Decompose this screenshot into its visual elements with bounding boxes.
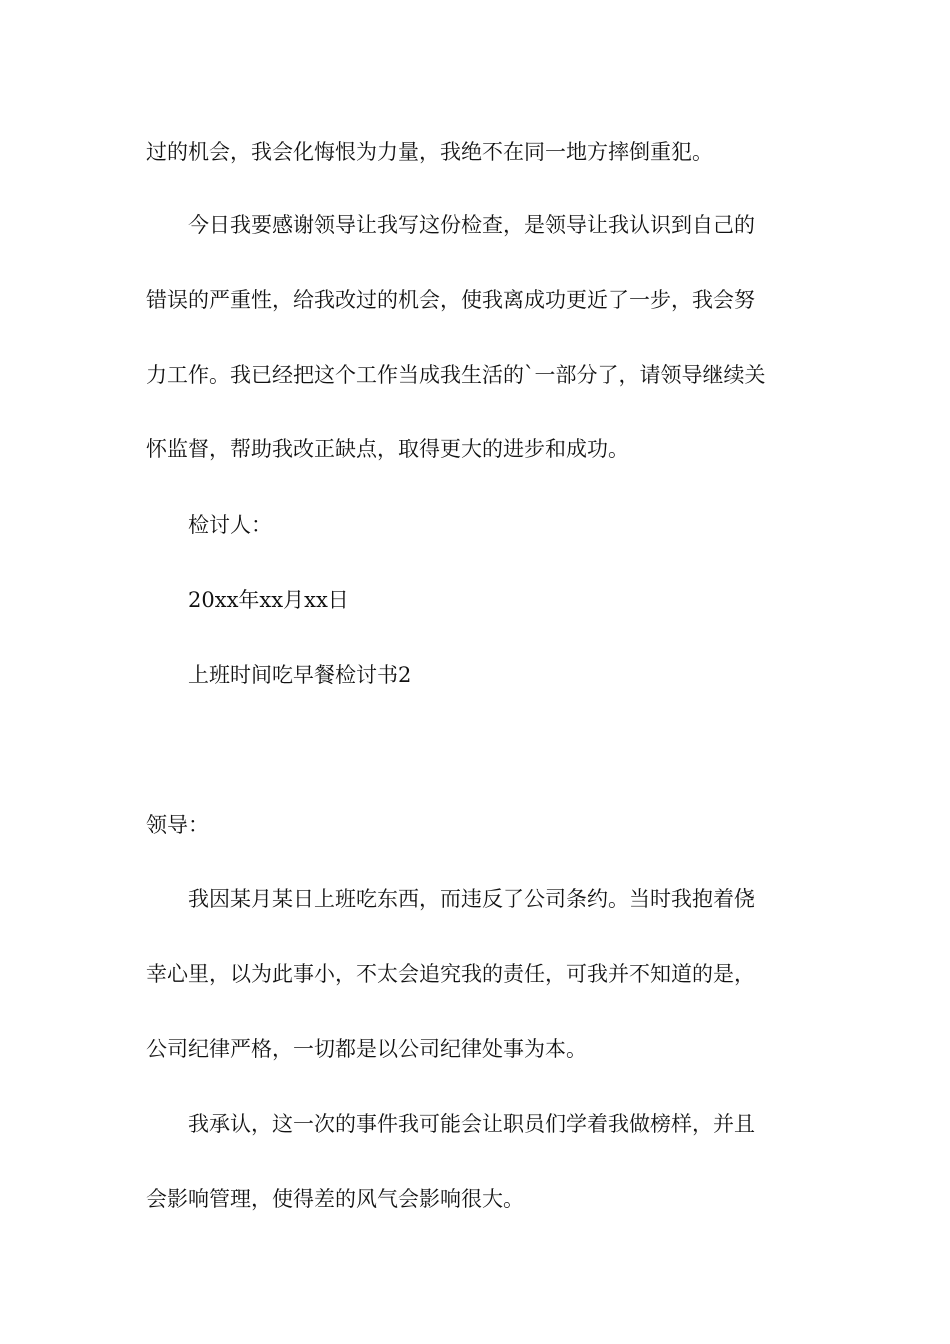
salutation: 领导： xyxy=(146,813,209,837)
paragraph-line-5: 怀监督，帮助我改正缺点，取得更大的进步和成功。 xyxy=(146,437,629,461)
signer-label: 检讨人： xyxy=(188,513,272,537)
paragraph-line-3: 错误的严重性，给我改过的机会，使我离成功更近了一步，我会努 xyxy=(146,288,755,312)
paragraph-line-6: 我因某月某日上班吃东西，而违反了公司条约。当时我抱着侥 xyxy=(188,887,755,911)
paragraph-line-8: 公司纪律严格，一切都是以公司纪律处事为本。 xyxy=(146,1037,587,1061)
paragraph-line-7: 幸心里，以为此事小，不太会追究我的责任，可我并不知道的是， xyxy=(146,962,755,986)
section-title: 上班时间吃早餐检讨书2 xyxy=(188,663,412,687)
date-line: 20xx年xx月xx日 xyxy=(188,588,349,612)
paragraph-line-4: 力工作。我已经把这个工作当成我生活的`一部分了，请领导继续关 xyxy=(146,363,766,387)
paragraph-line-10: 会影响管理，使得差的风气会影响很大。 xyxy=(146,1187,524,1211)
paragraph-line-2: 今日我要感谢领导让我写这份检查，是领导让我认识到自己的 xyxy=(188,213,755,237)
paragraph-line-9: 我承认，这一次的事件我可能会让职员们学着我做榜样，并且 xyxy=(188,1112,755,1136)
paragraph-line-1: 过的机会，我会化悔恨为力量，我绝不在同一地方摔倒重犯。 xyxy=(146,140,713,164)
